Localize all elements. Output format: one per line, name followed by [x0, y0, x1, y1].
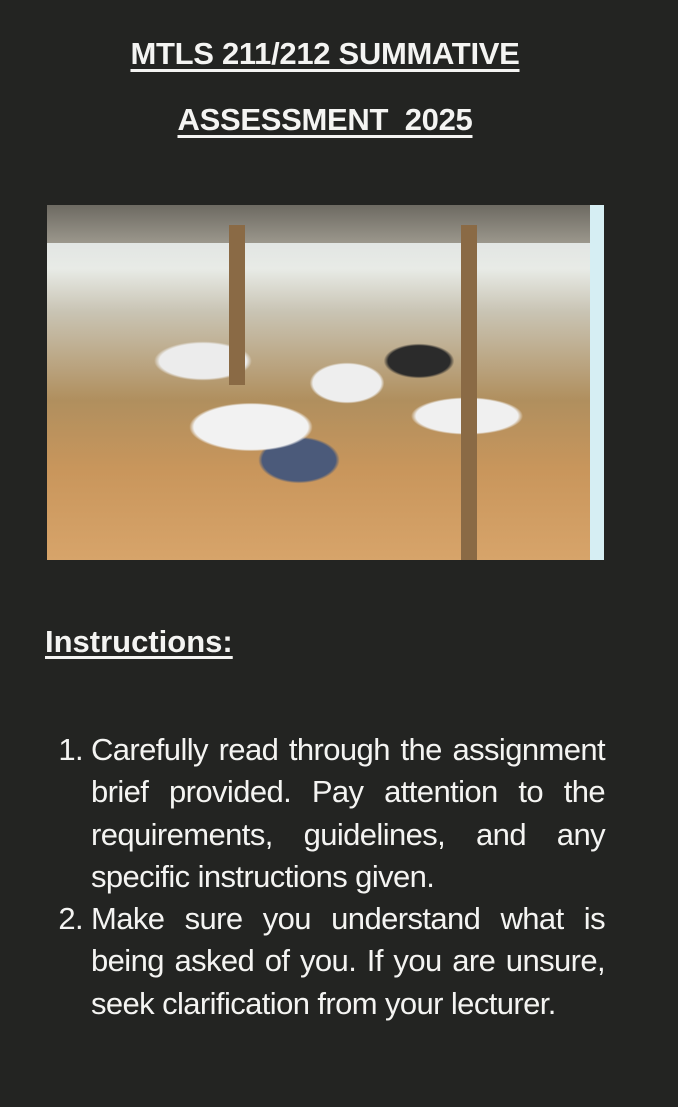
instruction-item: 1. Carefully read through the assignment brief provided. Pay attention to the requirements, guidelines, and any specific instructions given. [91, 729, 605, 898]
document-title-line-1: MTLS 211/212 SUMMATIVE [130, 36, 520, 71]
instruction-item: 2. Make sure you understand what is being asked of you. If you are unsure, seek clarification from your lecturer. [91, 898, 605, 1025]
instructions-heading: Instructions: [45, 624, 233, 659]
photo-pole [229, 225, 245, 385]
document-title-line-2: ASSESSMENT 2025 [177, 102, 473, 137]
classroom-photo [47, 205, 604, 560]
photo-students [107, 295, 587, 515]
photo-edge [590, 205, 604, 560]
photo-roof [47, 205, 604, 243]
instructions-list [91, 729, 605, 1025]
photo-pole [461, 225, 477, 560]
